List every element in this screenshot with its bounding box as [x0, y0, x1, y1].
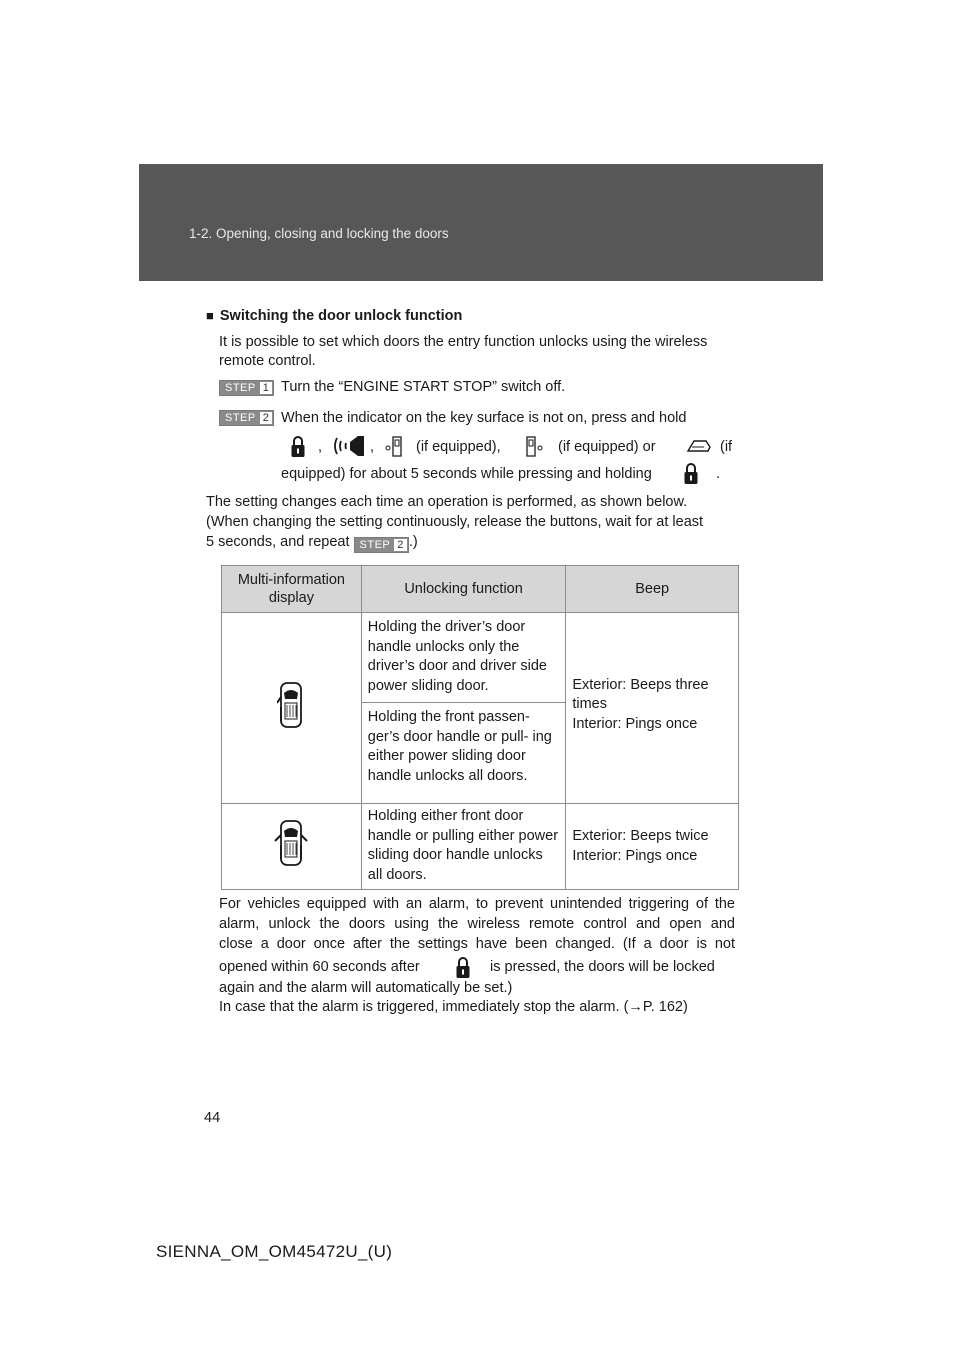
- table-header-row: [222, 566, 739, 613]
- inline-step-number: 2: [394, 539, 407, 551]
- header-beep: Beep: [566, 566, 739, 613]
- panic-alarm-icon: [333, 434, 367, 458]
- document-code: SIENNA_OM_OM45472U_(U): [156, 1242, 393, 1261]
- heading-text: Switching the door unlock function: [219, 308, 463, 324]
- alarm-note-line-4-pre: opened within 60 seconds after: [219, 959, 420, 975]
- step-2-line-3-end: .: [716, 466, 721, 482]
- alarm-note-line-2: alarm, unlock the doors using the wireless remote control and open and: [219, 916, 735, 932]
- row-1-beep-interior: Interior: Pings once: [572, 715, 698, 732]
- header-function: Unlocking function: [361, 566, 566, 613]
- setting-note-line-3: [206, 533, 736, 553]
- row-3-beep-interior: Interior: Pings once: [572, 847, 698, 864]
- step-1-number: 1: [260, 382, 273, 394]
- table-row: [222, 613, 739, 703]
- lock-icon: [455, 955, 471, 979]
- chapter-title: 1-2. Opening, closing and locking the doors: [189, 226, 449, 241]
- table-row: [222, 804, 739, 890]
- alarm-note-line-5: again and the alarm will automatically be set.): [219, 980, 513, 996]
- comma-1: ,: [318, 439, 323, 455]
- section-heading: [206, 308, 462, 324]
- heading-marker: ■: [206, 308, 214, 323]
- lock-icon: [290, 434, 306, 458]
- alarm-note-line-3: close a door once after the settings have been changed. (If a door is not: [219, 936, 735, 952]
- row-3-beep-exterior: Exterior: Beeps twice: [572, 828, 709, 844]
- setting-note-line-3-text: 5 seconds, and repeat: [206, 534, 350, 550]
- display-cell-all-doors: [222, 804, 362, 890]
- alarm-note-line-4-post: is pressed, the doors will be locked: [490, 959, 715, 975]
- step-2-inline-badge: [354, 537, 409, 553]
- row-1-beep-exterior: Exterior: Beeps three times: [572, 676, 709, 713]
- setting-note-line-1: The setting changes each time an operation is performed, as shown below.: [206, 494, 688, 510]
- step-1-badge: [219, 380, 274, 396]
- row-1-beep: [566, 613, 739, 804]
- intro-line-1: It is possible to set which doors the entry function unlocks using the wireless: [219, 334, 708, 350]
- vehicle-driver-door-icon: [277, 681, 305, 729]
- power-back-door-icon: [686, 437, 712, 455]
- row-3-beep: [566, 804, 739, 890]
- step-2-line-1: When the indicator on the key surface is not on, press and hold: [281, 410, 687, 426]
- header-display: Multi-information display: [222, 566, 362, 613]
- lock-icon: [683, 461, 699, 485]
- step-2-line-3: equipped) for about 5 seconds while pressing and holding: [281, 466, 652, 482]
- inline-step-label: STEP: [359, 539, 391, 551]
- row-3-function: Holding either front door handle or pulling either power sliding door handle unlocks all doors.: [361, 804, 566, 890]
- comma-2: ,: [370, 439, 375, 455]
- page-number: 44: [204, 1110, 221, 1126]
- display-cell-driver: [222, 613, 362, 804]
- alarm-note-line-6: In case that the alarm is triggered, immediately stop the alarm. (→P. 162): [219, 999, 688, 1015]
- setting-note-line-3-end: .): [408, 534, 418, 550]
- alarm-note-line-1: For vehicles equipped with an alarm, to prevent unintended triggering of the: [219, 896, 735, 912]
- intro-line-2: remote control.: [219, 353, 316, 369]
- left-sliding-door-icon: [385, 434, 403, 458]
- step-2-number: 2: [260, 412, 273, 424]
- step-2-label: STEP: [225, 412, 256, 424]
- step-2-badge: [219, 410, 274, 426]
- if-open: (if: [720, 439, 733, 455]
- row-2-function: Holding the front passen- ger’s door handle or pull- ing either power sliding door handle unlocks all doors.: [361, 703, 566, 804]
- vehicle-all-doors-icon: [273, 818, 309, 868]
- row-1-function: Holding the driver’s door handle unlocks only the driver’s door and driver side power sliding door.: [361, 613, 566, 703]
- unlock-settings-table: [221, 565, 739, 890]
- step-1-label: STEP: [225, 382, 256, 394]
- chapter-header: [139, 164, 823, 281]
- if-equipped-2: (if equipped) or: [558, 439, 656, 455]
- step-1-text: Turn the “ENGINE START STOP” switch off.: [281, 379, 566, 395]
- if-equipped-1: (if equipped),: [416, 439, 501, 455]
- setting-note-line-2: (When changing the setting continuously, release the buttons, wait for at least: [206, 514, 704, 530]
- right-sliding-door-icon: [525, 434, 543, 458]
